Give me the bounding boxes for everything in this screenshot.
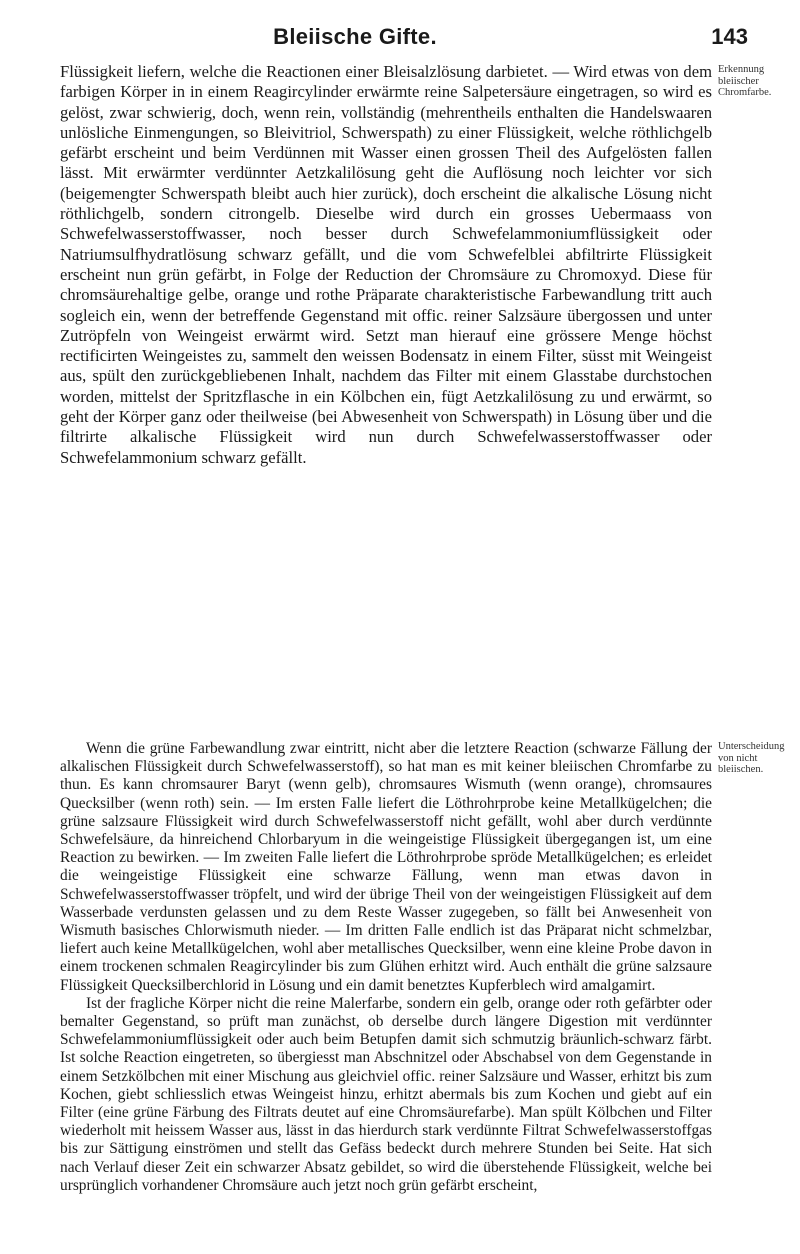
paragraph-2: Wenn die grüne Farbewandlung zwar eintritt, nicht aber die letztere Reaction (schwarze Fällung der alkalischen Flüssigkeit durch Schwefelwasserstoff), so hat man es mit keiner bleiischen Chromfarbe zu thun. Es kann chromsaurer Baryt (wenn gelb), chromsaures Wismuth (wenn orange), chromsaures Quecksilber (wenn roth) sein. — Im ersten Falle liefert die Löthrohrprobe keine Metallkügelchen; die grüne salzsaure Flüssigkeit wird durch Schwefelwasserstoff nicht gefällt, wohl aber durch verdünnte Schwefelsäure, da hinreichend Chlorbaryum in die weingeistige Flüssigkeit übergegangen ist, um eine Reaction zu bewirken. — Im zweiten Falle liefert die Löthrohrprobe spröde Metallkügelchen; es erleidet die weingeistige Flüssigkeit eine schwarze Fällung, wenn man etwas davon in Schwefelwasserstoffwasser tröpfelt, und wird der übrige Theil von der weingeistigen Flüssigkeit auf dem Wasserbade verdunsten gelassen und zu dem Reste Wasser zugegeben, so fällt bei Anwesenheit von Wismuth basisches Chlorwismuth nieder. — Im dritten Falle endlich ist das Präparat nicht schmelzbar, liefert auch keine Metallkügelchen, wohl aber metallisches Quecksilber, wenn eine kleine Probe davon in einem trockenen schmalen Reagircylinder bis zum Glühen erhitzt wird. Auch enthält die grüne salzsaure Flüssigkeit Quecksilberchlorid in Lösung und ein damit benetztes Kupferblech wird amalgamirt. [60, 740, 712, 994]
main-paragraph [60, 62, 712, 468]
running-title: Bleiische Gifte. [273, 24, 437, 49]
paragraph-1: Flüssigkeit liefern, welche die Reactionen einer Bleisalzlösung darbietet. — Wird etwas von dem farbigen Körper in in einem Reagircylinder erwärmte reine Salpetersäure eingetragen, so wird es gelöst, zwar schwierig, doch, wenn rein, vollständig (mehrentheils enthalten die Handelswaaren unlösliche Einmengungen, so Bleivitriol, Schwerspath) zu einer Flüssigkeit, welche röthlichgelb gefärbt erscheint und beim Verdünnen mit Wasser einen grossen Theil des Aufgelösten fallen lässt. Mit erwärmter verdünnter Aetzkalilösung geht die Auflösung noch leichter vor sich (beigemengter Schwerspath bleibt auch hier zurück), doch erscheint die alkalische Lösung nicht röthlichgelb, sondern citrongelb. Dieselbe wird durch ein grosses Uebermaass von Schwefelwasserstoffwasser, noch besser durch Schwefelammoniumflüssigkeit oder Natriumsulfhydratlösung schwarz gefällt, und die vom Schwefelblei abfiltrirte Flüssigkeit erscheint nun grün gefärbt, in Folge der Reduction der Chromsäure zu Chromoxyd. Diese für chromsäurehaltige gelbe, orange und rothe Präparate charakteristische Farbewandlung tritt auch sogleich ein, wenn der betreffende Gegenstand mit offic. reiner Salzsäure übergossen und unter Zutröpfeln von Weingeist erwärmt wird. Setzt man hierauf eine grössere Menge höchst rectificirten Weingeistes zu, sammelt den weissen Bodensatz in einem Filter, süsst mit Weingeist aus, spült den zurückgebliebenen Inhalt, nachdem das Filter mit einem Glasstabe durchstochen worden, mittelst der Spritzflasche in ein Kölbchen ein, fügt Aetzkalilösung zu und erwärmt, so geht der Körper ganz oder theilweise (bei Abwesenheit von Schwerspath) in Lösung über und die filtrirte alkalische Flüssigkeit wird nun durch Schwefelwasserstoffwasser oder Schwefelammonium schwarz gefällt. [60, 62, 712, 467]
paragraph-3: Ist der fragliche Körper nicht die reine Malerfarbe, sondern ein gelb, orange oder roth gefärbter oder bemalter Gegenstand, so prüft man zunächst, ob derselbe durch längere Digestion mit verdünnter Schwefelammoniumflüssigkeit oder auch beim Betupfen damit sich schmutzig bräunlich-schwarz färbt. Ist solche Reaction eingetreten, so übergiesst man Abschnitzel oder Abschabsel von dem Gegenstande in einem Setzkölbchen mit einer Mischung aus gleichviel offic. reiner Salzsäure und Wasser, erhitzt bis zum Kochen, giebt schliesslich etwas Weingeist hinzu, erhitzt abermals bis zum Kochen und giebt auf ein Filter (eine grüne Färbung des Filtrats deutet auf eine Chromsäurefarbe). Man spült Kölbchen und Filter wiederholt mit heissem Wasser aus, lässt in das hierdurch stark verdünnte Filtrat Schwefelwasserstoffgas bis zur Sättigung einströmen und stellt das Gefäss bedeckt durch mehrere Stunden bei Seite. Hat sich nach Verlauf dieser Zeit ein schwarzer Absatz gebildet, so wird die überstehende Flüssigkeit, welche bei ursprünglich vorhandener Chromsäure auch jetzt noch grün gefärbt erscheint, [60, 994, 712, 1194]
margin-note-recognition: Erkennung bleiischer Chromfarbe. [718, 64, 772, 98]
small-print-section [60, 740, 712, 1195]
page-header [0, 20, 800, 54]
margin-note-distinction: Unterscheidung von nicht bleiischen. [718, 741, 785, 775]
page-number: 143 [711, 24, 748, 49]
